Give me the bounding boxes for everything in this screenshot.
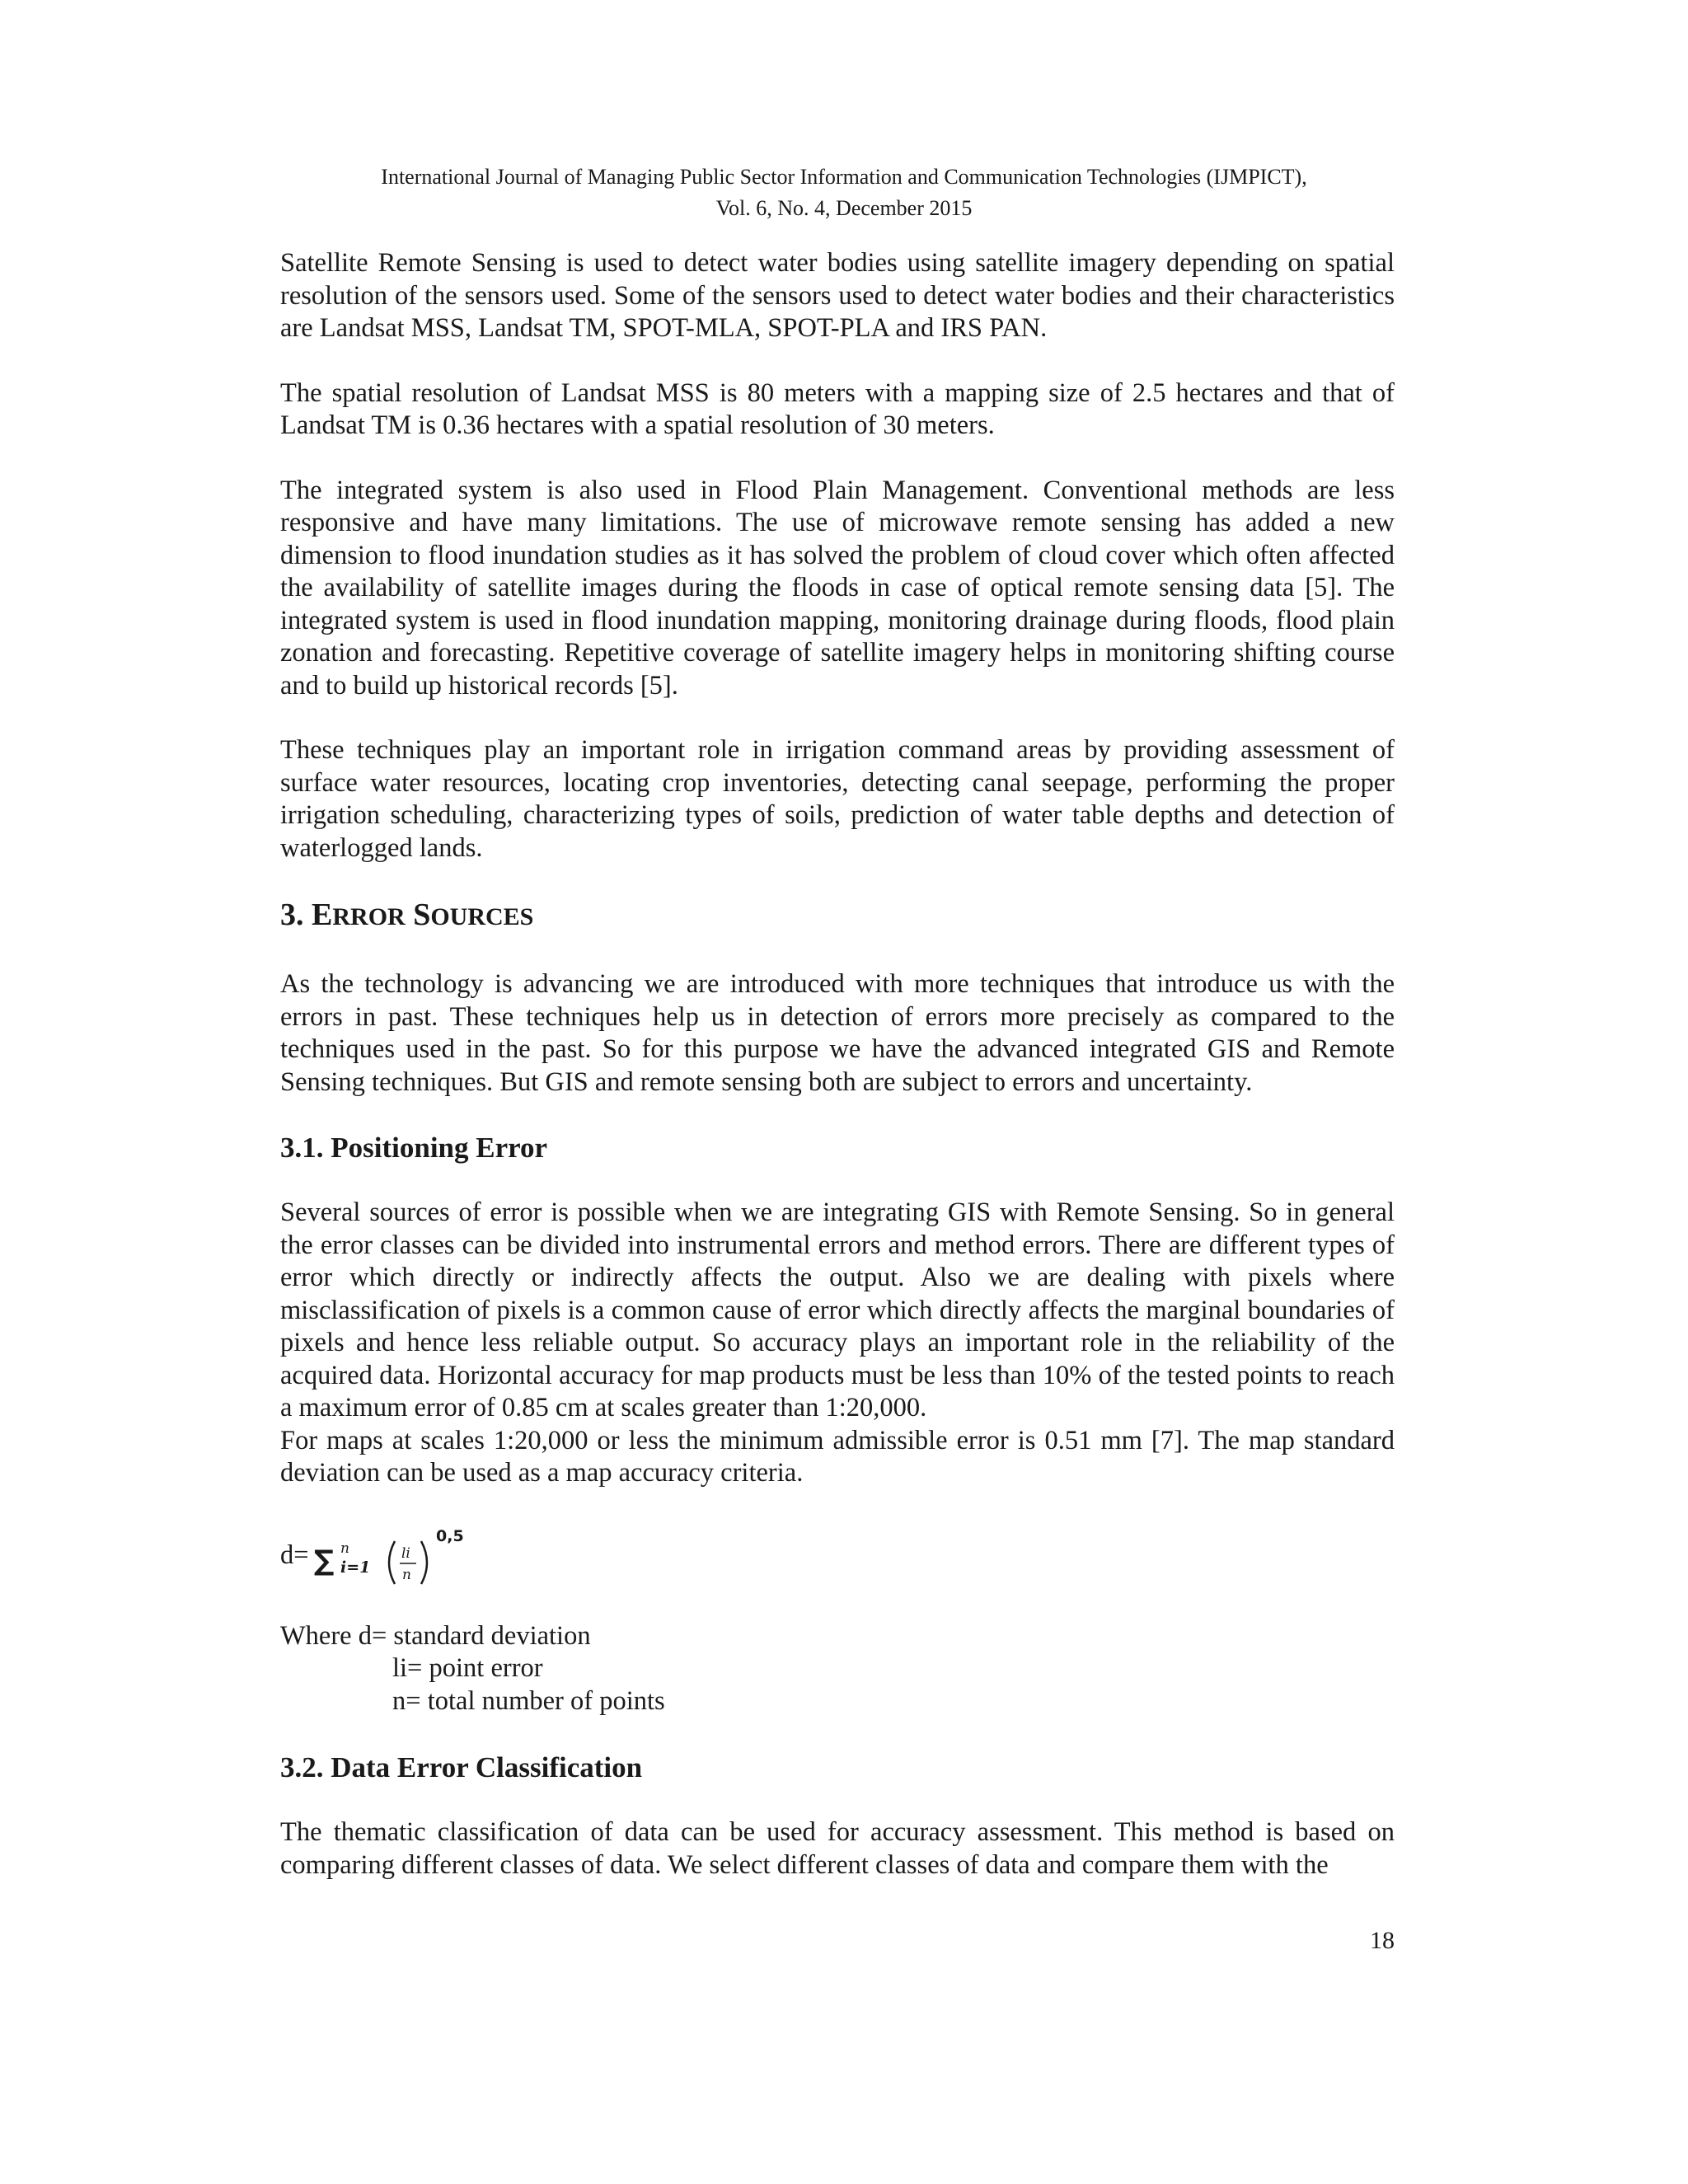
left-parenthesis [389,1541,395,1584]
formula-exponent: 0,5 [435,1526,464,1545]
fraction-numerator: li [401,1544,410,1562]
legend-line-li: li= point error [392,1653,543,1683]
section-number: 3. [280,898,304,932]
formula-summation-expression [312,1523,510,1589]
formula-lhs: d= [280,1540,309,1570]
page-number: 18 [1370,1927,1395,1954]
subsection-heading-data-error-classification: 3.2. Data Error Classification [280,1751,643,1783]
legend-line-d: Where d= standard deviation [280,1620,591,1651]
paragraph-satellite-remote-sensing: Satellite Remote Sensing is used to detect water bodies using satellite imagery depending on spatial resolution of the sensors used. Some of the sensors used to detect water bodies and their characteristics are Landsat MSS, Landsat TM, SPOT-MLA, SPOT-PLA and IRS PAN. [280,248,1395,343]
fraction-denominator: n [401,1566,411,1583]
paragraph-error-sources-intro: As the technology is advancing we are introduced with more techniques that introduce us with the errors in past. These techniques help us in detection of errors more precisely as compared to the techniques used in the past. So for this purpose we have the advanced integrated GIS and Remote Sensing techniques. But GIS and remote sensing both are subject to errors and uncertainty. [280,969,1395,1097]
section-heading-error-sources: 3. ERROR SOURCES [280,898,534,932]
paragraph-irrigation-command: These techniques play an important role in irrigation command areas by providing assessment of surface water resources, locating crop inventories, detecting canal seepage, performing the proper irrigation scheduling, characterizing types of soils, prediction of water table depths and detection of waterlogged lands. [280,735,1395,863]
right-parenthesis [421,1541,427,1584]
paragraph-data-error-classification: The thematic classification of data can be used for accuracy assessment. This method is based on comparing different classes of data. We select different classes of data and compare them with the [280,1817,1395,1880]
paragraph-flood-plain-management: The integrated system is also used in Flood Plain Management. Conventional methods are less responsive and have many limitations. The use of microwave remote sensing has added a new dimension to flood inundation studies as it has solved the problem of cloud cover which often affected the availability of satellite images during the floods in case of optical remote sensing data [5]. The integrated system is used in flood inundation mapping, monitoring drainage during floods, flood plain zonation and forecasting. Repetitive coverage of satellite imagery helps in monitoring shifting course and to build up historical records [5]. [280,475,1395,701]
summation-upper-limit: n [340,1540,349,1557]
summation-sign: ∑ [313,1544,334,1577]
formula-legend [280,1620,1395,1718]
page-body [280,247,1395,1882]
journal-header [165,162,1523,224]
summation-lower-limit: i=1 [340,1558,370,1577]
journal-header-volume: Vol. 6, No. 4, December 2015 [715,196,973,220]
subsection-heading-positioning-error: 3.1. Positioning Error [280,1132,548,1164]
journal-header-title: International Journal of Managing Public Sector Information and Communication Technologies (IJMPICT), [381,165,1307,189]
paragraph-positioning-error: Several sources of error is possible when we are integrating GIS with Remote Sensing. So in general the error classes can be divided into instrumental errors and method errors. There are different types of error which directly or indirectly affects the output. Also we are dealing with pixels where misclassification of pixels is a common cause of error which directly affects the marginal boundaries of pixels and hence less reliable output. So accuracy plays an important role in the reliability of the acquired data. Horizontal accuracy for map products must be less than 10% of the tested points to reach a maximum error of 0.85 cm at scales greater than 1:20,000. [280,1197,1395,1422]
legend-line-n: n= total number of points [392,1685,665,1716]
paragraph-map-scales: For maps at scales 1:20,000 or less the minimum admissible error is 0.51 mm [7]. The map standard deviation can be used as a map accuracy criteria. [280,1425,1395,1488]
standard-deviation-formula [280,1523,1395,1589]
paragraph-spatial-resolution: The spatial resolution of Landsat MSS is 80 meters with a mapping size of 2.5 hectares and that of Landsat TM is 0.36 hectares with a spatial resolution of 30 meters. [280,377,1395,440]
